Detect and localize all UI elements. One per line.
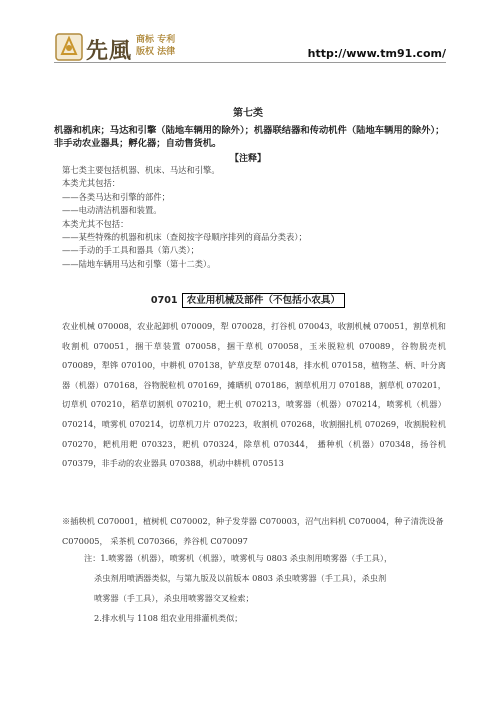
logo-tagline-1: 商标 专利 xyxy=(136,35,176,45)
notes-label: 注： xyxy=(84,553,101,563)
intro-line: 本类尤其包括： xyxy=(62,178,121,189)
goods-items-list: 农业机械 070008，农业起卸机 070009，犁 070028，打谷机 070043，收割机械 070051，割草机和收割机 070051，捆干草装置 070058，捆干草机 070058，玉米脱粒机 070089，谷物脱壳机 070089，犁铧 070100，中耕机 070138，铲草皮犁 070148，排水机 070158，植物茎、柄、叶分离器（机器）070168，谷物脱粒机 070169，摊晒机 070186，割草机用刀 070188，割草机 070201，切草机 070210，稻草切割机 070210，耙土机 070213，喷雾器（机器）070214，喷雾机（机器）070214，喷雾机 070214，切草机刀片 070223，收割机 070268，收割捆扎机 070269，收割脱粒机 070270，耙机用耙 070323，耙机 070324，除草机 070344， 播种机（机器）070348，扬谷机 070379，非手动的农业器具 070388，机动中耕机 070513 xyxy=(62,321,446,469)
intro-line: ——陆地车辆用马达和引擎（第十二类）。 xyxy=(62,258,216,269)
class-title: 第七类 xyxy=(233,108,263,119)
intro-line: ——各类马达和引擎的部件； xyxy=(62,191,170,202)
goods-items-supplementary: ※插秧机 C070001，植树机 C070002，种子发芽器 C070003，沼气出料机 C070004，种子清洗设备 C070005， 采茶机 C070366，养谷机 C070097 xyxy=(62,516,444,546)
group-code: 0701 xyxy=(150,295,178,306)
note-1-line-2: 杀虫剂用喷洒器类似，与第九版及以前版本 0803 杀虫喷雾器（手工具），杀虫剂 xyxy=(94,573,387,583)
intro-line: ——手动的手工具和器具（第八类）； xyxy=(62,245,199,256)
class-heading: 机器和机床；马达和引擎（陆地车辆用的除外）；机器联结器和传动机件（陆地车辆用的除外）；非手动农业器具；孵化器；自动售货机。 xyxy=(54,125,445,149)
intro-notes xyxy=(62,164,307,271)
intro-line: ——某些特殊的机器和机床（查阅按字母顺序排列的商品分类表）； xyxy=(62,232,307,243)
intro-line: 本类尤其不包括： xyxy=(62,218,129,229)
group-title: 农业用机械及部件（不包括小农具） xyxy=(182,293,346,308)
intro-line: ——电动清洁机器和装置。 xyxy=(62,205,162,216)
note-tag: 【注释】 xyxy=(229,154,266,164)
site-url-link[interactable]: http://www.tm91.com/ xyxy=(307,47,446,60)
logo-name: 先風 xyxy=(86,38,133,64)
group-heading xyxy=(0,292,496,306)
note-1-line-3: 喷雾器（手工具），杀虫用喷雾器交叉检索； xyxy=(94,593,254,603)
note-1-line-1: 1.喷雾器（机器），喷雾机（机器），喷雾机与 0803 杀虫剂用喷雾器（手工具）， xyxy=(100,553,393,563)
logo-tagline-2: 版权 法律 xyxy=(136,47,176,57)
note-2: 2.排水机与 1108 组农业用排灌机类似； xyxy=(94,613,243,623)
notes-section xyxy=(84,548,446,628)
intro-line: 第七类主要包括机器、机床、马达和引擎。 xyxy=(62,165,220,175)
